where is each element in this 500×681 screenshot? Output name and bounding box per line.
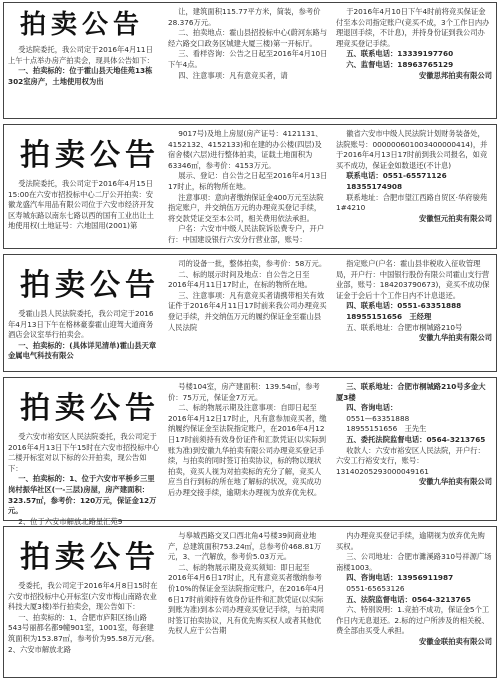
- notice-paragraph: 18955151656 王先生: [346, 424, 427, 434]
- notice-paragraph: 三、联系地址：合肥市桐城路210号多金大厦3楼: [336, 382, 486, 402]
- company-signature: 安徽恒元拍卖有限公司: [419, 213, 492, 223]
- notice-paragraph: 司的设备一批，整体拍卖，参考价：58万元。: [178, 259, 327, 268]
- notice-2-col-3: [336, 129, 492, 246]
- notice-paragraph: 六、监督电话：18963765129: [346, 59, 454, 69]
- notice-2-col-2: [168, 129, 328, 246]
- notice-2-title: 拍卖公告: [20, 138, 160, 173]
- notice-paragraph: 四、注意事项：凡有意竞买者，请: [178, 70, 288, 80]
- notice-paragraph: 六、特别说明：1.竞拍不成功，保证金5个工作日内无息退还。2.标的过户所涉及的相关税、费全部由买受人承担。: [336, 605, 490, 636]
- notice-4-col-1: [8, 382, 160, 526]
- notice-paragraph: 9017号)及地上房屋(房产证号：4121131、4152132、4152133)和在建的办公楼(四层)及宿舍楼(六层)进行整体拍卖，证载土地面积为63346㎡，参考价：4153万元。: [168, 129, 323, 170]
- notice-paragraph: 展示、登记：自公告之日起至2016年4月13日17时止，标的物所在地。: [168, 171, 328, 191]
- notice-paragraph: 0551—63351888: [346, 413, 410, 423]
- notice-5-col-3: [336, 531, 492, 675]
- notice-paragraph: 联系地址：合肥市望江西路自贸区·华府骏苑1#4210: [336, 192, 488, 213]
- notice-2: [3, 124, 497, 249]
- notice-3: [3, 254, 497, 372]
- notice-paragraph: 三、公司地址：合肥市濉溪路310号祥源广场南楼1003。: [336, 552, 492, 572]
- notice-paragraph: 户名：六安市中级人民法院诉讼费专户，开户行：中国建设银行六安分行营业部，账号：: [168, 224, 325, 244]
- notice-paragraph: 五、联系地址：合肥市桐城路210号: [346, 322, 463, 332]
- notice-paragraph: 四、咨询电话：13956911987: [346, 573, 454, 583]
- notice-5: [3, 526, 497, 678]
- notice-paragraph: 2、位于六安市解放北路星汇苑9: [18, 516, 123, 526]
- notice-3-col-1: [8, 259, 160, 369]
- notice-paragraph: 号楼104室，房产建面积：139.54㎡，参考价：75万元，保证金7万元。: [168, 382, 320, 402]
- notice-4-title: 拍卖公告: [20, 391, 160, 426]
- notice-2-col-1: [8, 129, 160, 246]
- notice-5-title: 拍卖公告: [20, 540, 160, 575]
- notice-paragraph: 一、拍卖标的：位于霍山县天地佳苑13栋302室房产，土地使用权为出: [8, 66, 153, 86]
- notice-paragraph: 四、联系电话：0551-63351888: [346, 301, 462, 311]
- notice-paragraph: 受六安市裕安区人民法院委托，我公司定于2016年4月13日下午15时在六安市招投标中心二楼开标室对以下标的公开拍卖，现公告如下：: [8, 432, 160, 473]
- notice-1-col-2: [168, 7, 328, 116]
- notice-paragraph: 让，建筑面积115.77平方米，简装，参考价28.376万元。: [168, 7, 321, 27]
- company-signature: 安徽金联拍卖有限公司: [419, 636, 492, 646]
- company-signature: 安徽九华拍卖有限公司: [419, 333, 492, 343]
- company-signature: 安徽思邦拍卖有限公司: [419, 70, 492, 80]
- notice-paragraph: 受委托，我公司定于2016年4月8日15时在六安市招投标中心开标室(六安市梅山南路农业科技大厦3楼)举行拍卖会，现公告如下：: [8, 581, 158, 612]
- notice-paragraph: 二、标的物展示期及竞买须知：即日起至2016年4月6日17时止，凡有意竞买者缴纳参考价10%的保证金至法院指定账户，在2016年4月6日17时前须持有效身份证件和汇款凭证(以实际到账为准)到本公司办理竞买登记手续，与拍卖同时签订拍卖协议，凡有优先购买权人或者其他优先权人应于公告期: [168, 562, 325, 636]
- notice-paragraph: 五、联系电话：13339197760: [346, 49, 454, 59]
- notice-paragraph: 18355174908: [346, 181, 403, 191]
- notice-paragraph: 一、拍卖标的：1、合肥市庐阳区扬山路543号丽都名都9幢901室，1001室，每套建筑面积为153.87㎡，参考价为95.58万元/套。2、六安市解放北路: [8, 612, 160, 654]
- notice-paragraph: 徽省六安市中级人民法院计划财务装备处，法院账号：000000601003400000414)，并于2016年4月13日17时前到我公司报名，如竞买不成功，保证金如数退还(不计息): [336, 129, 488, 170]
- notice-1: [3, 2, 497, 119]
- notice-paragraph: 与皋城西路交叉口西北角4号楼39间商业地产，总建筑面积753.24㎡，总参考价468.81万元，3、一汽解放，参考价5.03万元。: [168, 531, 322, 562]
- notice-paragraph: 联系电话：0551-65571126: [346, 171, 447, 181]
- notice-paragraph: 五、委托法院监督电话：0564-3213765: [346, 434, 486, 444]
- notice-paragraph: 一、拍卖标的：(具体详见清单)霍山县天章金属电气科技有限公: [8, 340, 157, 361]
- notice-paragraph: 于2016年4月10日下午4时前将竞买保证金付至本公司指定账户(竞买不成，3个工作日内办理退回手续，不计息)，并持身份证到我公司办理竞买登记手续。: [336, 7, 490, 48]
- notice-paragraph: 内办理竞买登记手续，逾期视为放弃优先购买权。: [336, 531, 485, 551]
- notice-paragraph: 受霍山县人民法院委托，我公司定于2016年4月13日下午在格林豪泰霍山迎驾大道商务酒店会议室举行拍卖会。: [8, 309, 154, 340]
- notice-4-col-2: [168, 382, 328, 518]
- notice-paragraph: 一、拍卖标的：1、位于六安市平桥乡三里岗村振华社区(一-三层)房屋，房产建面积：323.57㎡，参考价：120万元，保证金12万元。: [8, 474, 157, 516]
- notice-paragraph: 二、标的展示时间及地点：自公告之日至2016年4月11日17时止，在标的物所在地。: [168, 269, 312, 290]
- notice-paragraph: 0551-65653126: [346, 583, 405, 593]
- notice-5-col-2: [168, 531, 328, 675]
- notice-4: [3, 377, 497, 526]
- notice-paragraph: 三、看样咨询：公告之日起至2016年4月10日下午4点。: [168, 49, 328, 69]
- notice-paragraph: 收款人：六安市裕安区人民法院，开户行：六安工行裕安支行，账号：13140205293000049161: [336, 445, 485, 476]
- notice-paragraph: 五、法院监督电话：0564-3213765: [346, 594, 471, 604]
- notice-paragraph: 四、咨询电话：: [346, 403, 398, 413]
- notice-5-col-1: [8, 531, 160, 675]
- notice-paragraph: 三、注意事项：凡有意竞买者请携带相关有效证件于2016年4月11日17时前来我公司办理竞买登记手续，并交纳伍万元的履约保证金至霍山县人民法院: [168, 290, 327, 332]
- notice-paragraph: 受法院委托，我公司定于2016年4月15日15:00在六安市招投标中心二厅公开拍卖：安徽龙盛汽车用品有限公司位于六安市经济开发区寿城东路以南东七路以西的国有工业出让土地使用权(土地证号：六地国用(2001)第: [8, 179, 154, 231]
- notice-4-col-3: [336, 382, 492, 518]
- notice-1-col-1: [8, 7, 160, 116]
- notice-paragraph: 受达院委托，我公司定于2016年4月11日上午十点举办房产拍卖会，现具体公告如下：: [8, 45, 154, 65]
- notice-paragraph: 注意事项：意向者缴纳保证金400万元至法院指定账户，并交纳伍万元的办理竞买登记手续，将交款凭证交至本公司，相关费用依法承担。: [168, 192, 324, 223]
- notice-3-col-2: [168, 259, 328, 369]
- notice-paragraph: 二、拍卖地点：霍山县招投标中心(蔚河东路与经六路交口政务区城建大厦三楼)第一开标厅。: [168, 28, 328, 48]
- notice-paragraph: 指定账户(户名：霍山县非税收入征收管理局，开户行：中国银行股份有限公司霍山支行营业部，账号：184203790673)，竞买不成功保证金于会后十个工作日内不计息退还。: [336, 259, 490, 300]
- notice-3-title: 拍卖公告: [20, 268, 160, 303]
- notice-1-col-3: [336, 7, 492, 116]
- notice-3-col-3: [336, 259, 492, 369]
- notice-paragraph: 二、标的物展示期及注意事项：自即日起至2016年4月12日17时止，凡有意参加竞买者，缴纳履约保证金至法院指定账户，在2016年4月12日17时前须持有效身份证件和汇款凭证(以实际到账为准)到安徽九华拍卖有限公司办理竞买登记手续，与拍卖的同时签订拍卖协议，标的物以现状拍卖，竞买人视为对拍卖标的充分了解，竞买人应当自行到标的所在地了解标的状况，竞买成功后办理交接手续，逾期未办理视为放弃优先权。: [168, 403, 327, 497]
- company-signature: 安徽九华拍卖有限公司: [419, 477, 492, 487]
- notice-1-title: 拍卖公告: [20, 10, 145, 40]
- notice-paragraph: 18955151656 王经理: [346, 311, 432, 321]
